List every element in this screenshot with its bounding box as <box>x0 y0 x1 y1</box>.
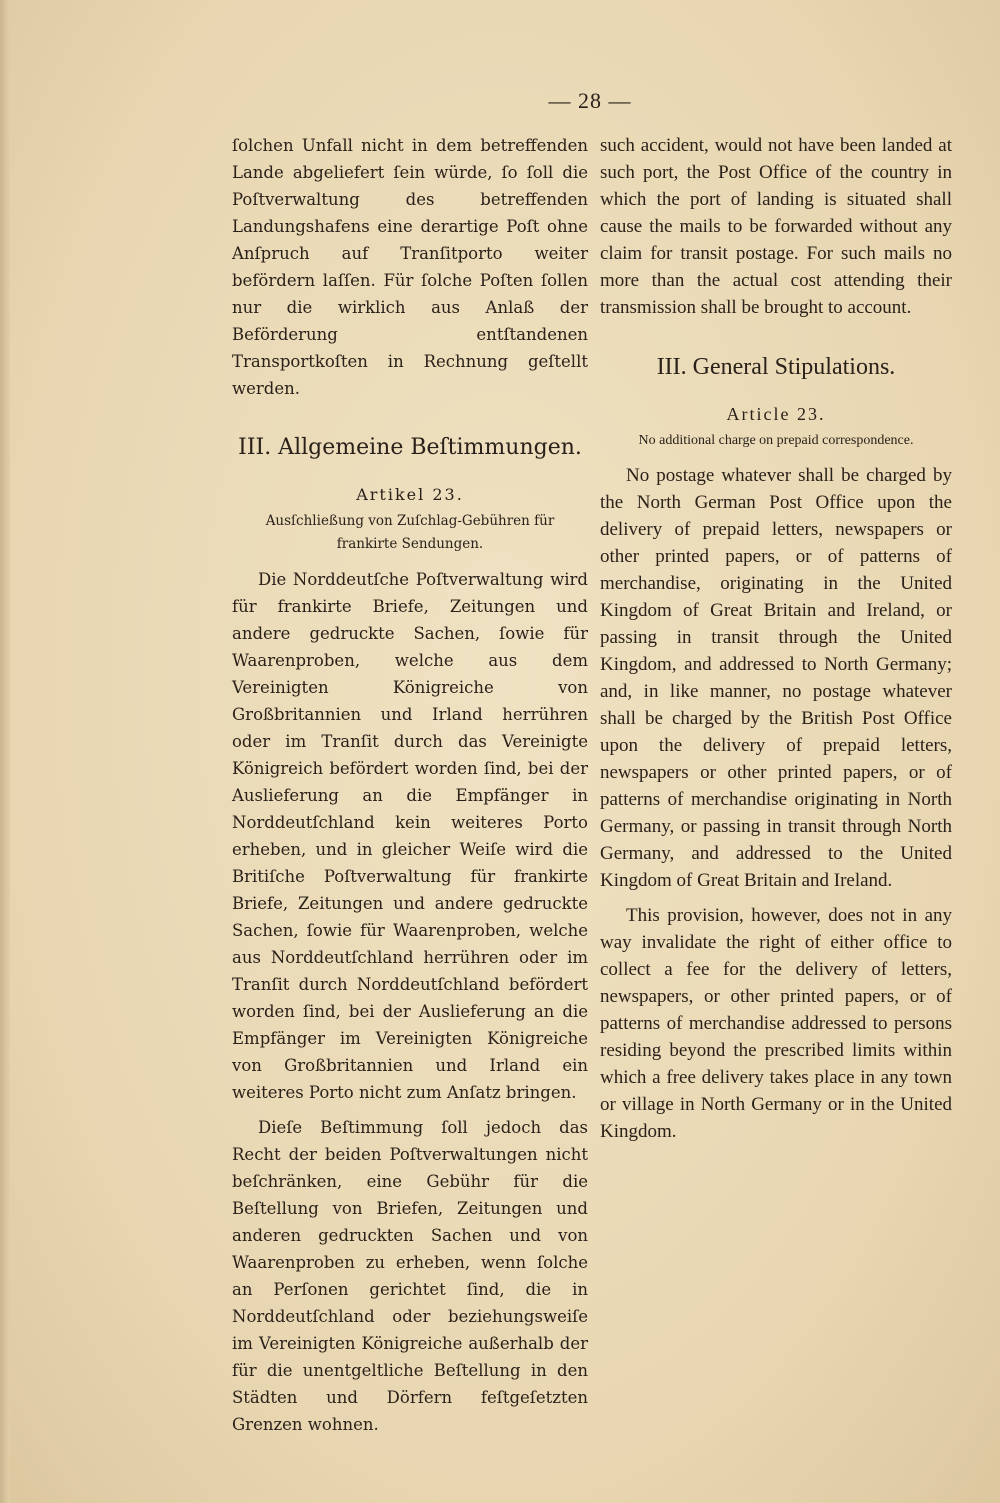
german-article-subtitle: Ausſchließung von Zuſchlag-Gebühren für frankirte Sendungen. <box>265 513 555 552</box>
english-paragraph-1: such accident, would not have been landed at such port, the Post Office of the country in which the port of landing is situated shall cause the mails to be forwarded without any claim for transit postage. For such mails no more than the actual cost attending their transmission shall be brought to account. <box>600 135 952 318</box>
english-article-subtitle: No additional charge on prepaid correspondence. <box>638 433 914 448</box>
german-paragraph-1: ſolchen Unfall nicht in dem betreffenden Lande abgeliefert ſein würde, ſo ſoll die Poſtverwaltung des betreffenden Landungshafens eine derartige Poſt ohne Anſpruch auf Tranſitporto weiter befördern laſſen. Für ſolche Poſten ſollen nur die wirklich aus Anlaß der Beförderung entſtandenen Transportkoſten in Rechnung geſtellt werden. <box>232 136 588 398</box>
german-paragraph-3: Dieſe Beſtimmung ſoll jedoch das Recht der beiden Poſtverwaltungen nicht beſchränken, eine Gebühr für die Beſtellung von Briefen, Zeitungen und anderen gedruckten Sachen und von Waarenproben zu erheben, wenn ſolche an Perſonen gerichtet ſind, die in Norddeutſchland oder beziehungsweiſe im Vereinigten Königreiche außerhalb der für die unentgeltliche Beſtellung in den Städten und Dörfern feſtgeſetzten Grenzen wohnen. <box>232 1118 588 1434</box>
english-column <box>600 132 952 1145</box>
german-article-title: Artikel 23. <box>356 485 464 504</box>
page-number: — 28 — <box>548 88 632 113</box>
german-column <box>232 132 588 1438</box>
english-section-title: III. General Stipulations. <box>656 354 896 380</box>
english-article-title: Article 23. <box>726 404 826 424</box>
english-paragraph-3: This provision, however, does not in any way invalidate the right of either office to collect a fee for the delivery of letters, newspapers, or other printed papers, or of patterns of merchandise addressed to persons residing beyond the prescribed limits within which a free delivery takes place in any town or village in North Germany or in the United Kingdom. <box>600 905 952 1142</box>
german-paragraph-2: Die Norddeutſche Poſtverwaltung wird für frankirte Briefe, Zeitungen und andere gedruckte Sachen, ſowie für Waarenproben, welche aus dem Vereinigten Königreiche von Großbritannien und Irland herrühren oder im Tranſit durch das Vereinigte Königreich befördert worden ſind, bei der Auslieferung an die Empfänger in Norddeutſchland kein weiteres Porto erheben, und in gleicher Weiſe wird die Britiſche Poſtverwaltung für frankirte Briefe, Zeitungen und andere gedruckte Sachen, ſowie für Waarenproben, welche aus Norddeutſchland herrühren oder im Tranſit durch Norddeutſchland befördert worden ſind, bei der Auslieferung an die Empfänger im Vereinigten Königreiche von Großbritannien und Irland ein weiteres Porto nicht zum Anſatz bringen. <box>232 570 588 1102</box>
page-edge <box>0 0 10 1503</box>
german-section-title: III. Allgemeine Beſtimmungen. <box>238 435 582 460</box>
english-paragraph-2: No postage whatever shall be charged by the North German Post Office upon the delivery of prepaid letters, newspapers or other printed papers, or of patterns of merchandise, originating in the United Kingdom of Great Britain and Ireland, or passing in transit through the United Kingdom, and addressed to North Germany; and, in like manner, no postage whatever shall be charged by the British Post Office upon the delivery of prepaid letters, newspapers or other printed papers, or of patterns of merchandise originating in North Germany, or passing in transit through North Germany, and addressed to the United Kingdom of Great Britain and Ireland. <box>600 465 952 891</box>
